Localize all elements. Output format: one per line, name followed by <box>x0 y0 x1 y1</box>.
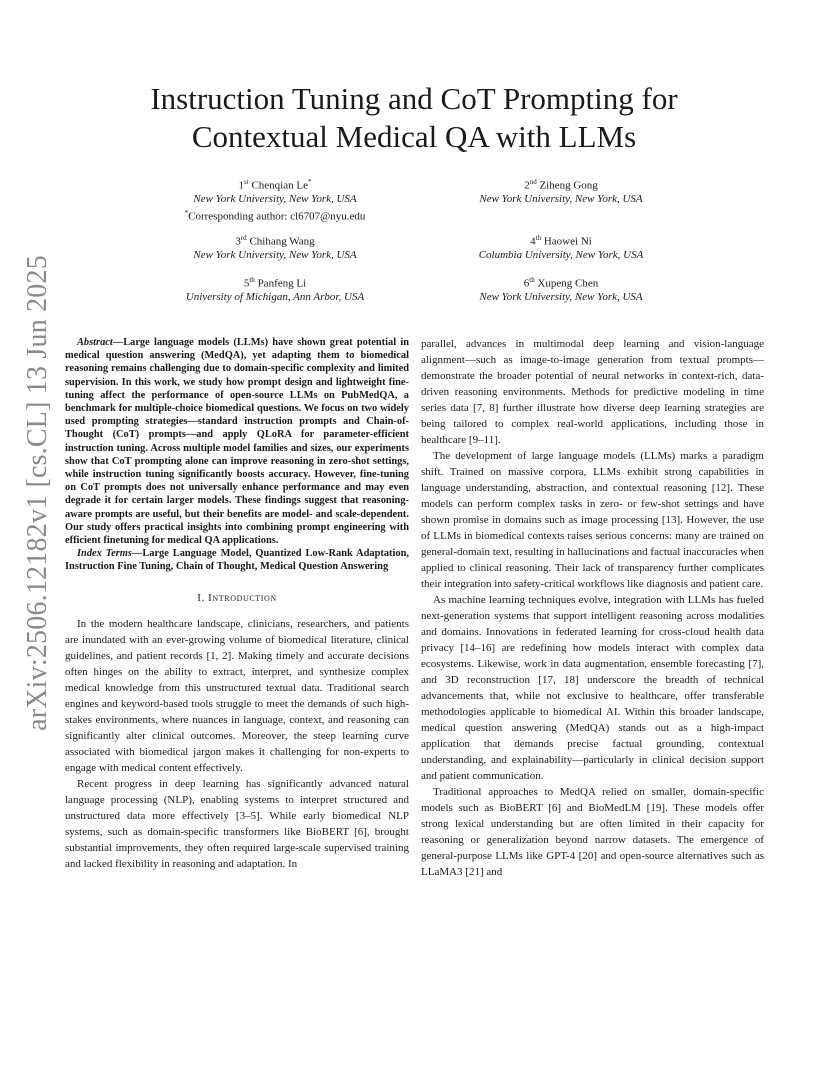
abstract-heading: Abstract <box>77 337 113 348</box>
author-name: Xupeng Chen <box>537 277 599 290</box>
author-ordinal-suffix: rd <box>240 234 247 242</box>
author-name: Ziheng Gong <box>539 179 598 192</box>
corresponding-marker: * <box>184 208 189 217</box>
section-number: I. <box>197 591 205 604</box>
author-ordinal: 3 <box>235 235 241 248</box>
author-ordinal: 2 <box>524 179 530 192</box>
intro-paragraph-1: In the modern healthcare landscape, clinicians, researchers, and patients are inundated with an ever-growing volume of biomedical literature, clinical guidelines, and patient records [1, 2]. Making timely and accurate decisions often hinges on the ability to extract, interpret, and synthesize complex medical knowledge from this unstructured textual data. Traditional search engines and keyword-based tools struggle to meet the demands of such high-stakes environments, where nuances in language, context, and reasoning can significantly alter clinical outcomes. Moreover, the steep learning curve associated with biomedical jargon makes it challenging for non-experts to engage with medical content effectively. <box>65 617 409 774</box>
index-terms-text: —Large Language Model, Quantized Low-Rank Adaptation, Instruction Fine Tuning, Chain of Thought, Medical Question Answering <box>65 548 409 573</box>
author-ordinal-suffix: nd <box>529 178 537 186</box>
author-name: Panfeng Li <box>257 277 307 290</box>
right-column <box>421 336 764 880</box>
author-name: Chihang Wang <box>249 235 315 248</box>
intro-paragraph-2: Recent progress in deep learning has significantly advanced natural language processing (NLP), enabling systems to interpret structured and unstructured data more effectively [3–5]. While early biomedical NLP systems, such as domain-specific transformers like BioBERT [6], brought substantial improvements, they often required large-scale supervised training and lacked flexibility in reasoning and adaptation. In <box>65 777 409 870</box>
section-title: Introduction <box>208 591 277 604</box>
index-terms <box>65 547 409 573</box>
intro-paragraph-5: Traditional approaches to MedQA relied on smaller, domain-specific models such as BioBERT [6] and BioMedLM [19]. These models offer strong lexical understanding but are often limited in their capacity for reasoning or generalization beyond narrow datasets. The emergence of general-purpose LLMs like GPT-4 [20] and open-source alternatives such as LLaMA3 [21] and <box>421 786 764 878</box>
author-ordinal: 5 <box>243 277 250 290</box>
author-ordinal-suffix: th <box>529 276 535 284</box>
author-ordinal: 1 <box>238 179 245 192</box>
title-line-2: Contextual Medical QA with LLMs <box>191 119 637 154</box>
author-ordinal-suffix: st <box>244 178 249 186</box>
corresponding-marker: * <box>307 178 312 186</box>
left-column <box>65 336 409 872</box>
title-line-1: Instruction Tuning and CoT Prompting for <box>150 81 678 116</box>
author-1 <box>150 176 400 224</box>
author-ordinal: 6 <box>523 277 530 290</box>
abstract <box>65 336 409 547</box>
author-4 <box>436 232 686 263</box>
intro-paragraph-3: The development of large language models (LLMs) marks a paradigm shift. Trained on massive corpora, LLMs exhibit strong capabilities in language understanding, abstraction, and contextual reasoning [12]. These models can perform complex tasks in zero- or few-shot settings and have shown promise in domains such as image processing [13]. However, the use of LLMs in biomedical contexts raises serious concerns: many are trained on general-domain text, resulting in hallucinations and factual inaccuracies when applied to clinical reasoning. Their lack of transparency further complicates their integration into safety-critical workflows like diagnosis and patient care. <box>421 450 765 590</box>
abstract-text: —Large language models (LLMs) have shown great potential in medical question answering (MedQA), yet adapting them to biomedical reasoning remains challenging due to domain-specific complexity and limited supervision. In this work, we study how prompt design and lightweight fine-tuning affect the performance of open-source LLMs on PubMedQA, a benchmark for multiple-choice biomedical questions. We focus on two widely used prompting strategies—standard instruction prompts and Chain-of-Thought (CoT) prompts—and apply QLoRA for parameter-efficient instruction tuning. Across multiple model families and sizes, our experiments show that CoT prompting alone can improve reasoning in zero-shot settings, while instruction tuning significantly boosts accuracy. However, fine-tuning on CoT prompts does not universally enhance performance and may even degrade it for certain larger models. These findings suggest that reasoning-aware prompts are useful, but their benefits are model- and scale-dependent. Our study offers practical insights into combining prompt engineering with efficient finetuning for medical QA applications. <box>65 337 409 547</box>
intro-paragraph-4: As machine learning techniques evolve, integration with LLMs has fueled next-generation systems that support intelligent reasoning across modalities and domains. Innovations in federated learning for cross-cloud health data privacy [14–16] are redefining how models interact with complex data ecosystems. Likewise, work in data augmentation, ensemble forecasting [7], and 3D reconstruction [17, 18] underscore the breadth of technical advancements that, while not exclusive to healthcare, offer transferable methodologies applicable to biomedical AI. Within this broader landscape, medical question answering (MedQA) stands out as a high-impact application that demands precise factual grounding, contextual understanding, and explainability—particularly in clinical decision support and patient communication. <box>421 594 764 782</box>
index-terms-heading: Index Terms <box>77 548 132 560</box>
author-name: Haowei Ni <box>543 235 592 248</box>
author-affiliation: University of Michigan, Ann Arbor, USA <box>185 291 365 304</box>
section-heading-introduction <box>65 590 409 606</box>
author-name: Chenqian Le <box>251 179 308 192</box>
author-affiliation: New York University, New York, USA <box>479 193 643 206</box>
intro-paragraph-2-continued: parallel, advances in multimodal deep learning and vision-language alignment—such as image-to-image generation from textual prompts—demonstrate the broader potential of neural networks in context-rich, data-driven reasoning environments. Methods for predictive modeling in time series data [7, 8] further illustrate how diverse deep learning strategies are being tailored to complex real-world applications, including those in healthcare [9–11]. <box>421 338 764 446</box>
author-affiliation: New York University, New York, USA <box>479 291 643 304</box>
author-2 <box>436 176 686 207</box>
author-ordinal-suffix: th <box>535 234 542 242</box>
author-6 <box>436 274 686 305</box>
author-ordinal: 4 <box>530 235 536 248</box>
corresponding-author-note: Corresponding author: cl6707@nyu.edu <box>188 210 366 223</box>
paper-title <box>0 80 828 156</box>
arxiv-identifier: arXiv:2506.12182v1 [cs.CL] 13 Jun 2025 <box>22 255 53 731</box>
author-3 <box>150 232 400 263</box>
author-affiliation: Columbia University, New York, USA <box>478 249 644 262</box>
author-ordinal-suffix: th <box>249 276 255 284</box>
author-5 <box>150 274 400 305</box>
author-affiliation: New York University, New York, USA <box>193 193 357 206</box>
author-affiliation: New York University, New York, USA <box>193 249 357 262</box>
